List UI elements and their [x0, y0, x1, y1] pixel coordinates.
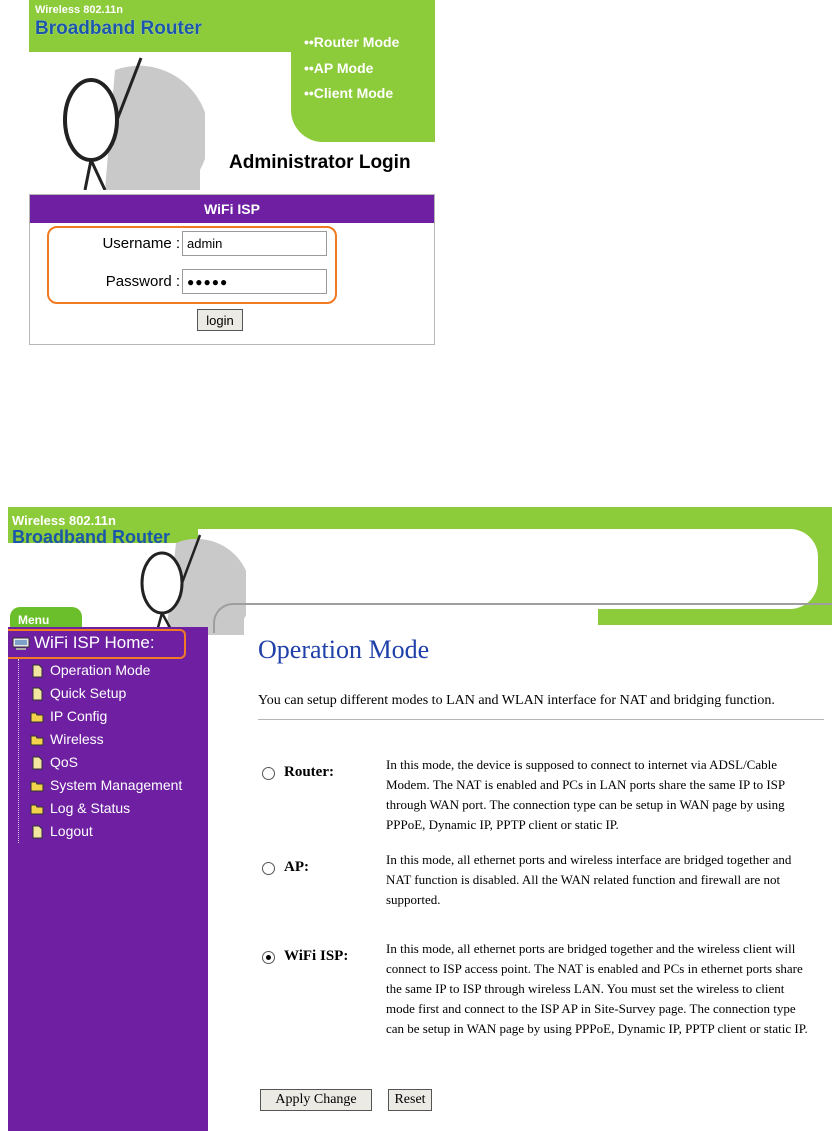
folder-icon — [30, 710, 44, 724]
page-icon — [30, 825, 44, 839]
router-mode-label: Router: — [284, 764, 334, 780]
brand-title: Broadband Router — [12, 527, 171, 547]
sidebar-item-label: System Management — [50, 777, 183, 793]
sidebar-item-wireless[interactable] — [30, 728, 104, 750]
login-panel-title: WiFi ISP — [30, 195, 434, 223]
folder-icon — [30, 779, 44, 793]
client-mode-link[interactable]: ••Client Mode — [304, 85, 394, 101]
sidebar-item-system-management[interactable] — [30, 774, 182, 796]
sidebar-item-quick-setup[interactable] — [30, 682, 126, 704]
router-radio[interactable] — [262, 767, 275, 780]
ap-mode-link[interactable]: ••AP Mode — [304, 60, 374, 76]
reset-button[interactable]: Reset — [388, 1089, 432, 1111]
folder-icon — [30, 733, 44, 747]
password-label: Password : — [105, 273, 180, 290]
antenna-logo-icon — [45, 50, 205, 190]
header-white-band — [208, 529, 818, 609]
sidebar-item-label: IP Config — [50, 708, 108, 724]
page-description: You can setup different modes to LAN and WLAN interface for NAT and bridging function. — [258, 693, 775, 708]
sidebar-home-label: WiFi ISP Home: — [34, 633, 155, 652]
page-icon — [30, 664, 44, 678]
ap-mode-label: AP: — [284, 859, 309, 875]
sidebar-item-log-status[interactable] — [30, 797, 130, 819]
login-header — [29, 0, 435, 190]
admin-login-title: Administrator Login — [229, 152, 411, 173]
sidebar-item-qos[interactable] — [30, 751, 78, 773]
wifi-isp-radio[interactable] — [262, 951, 275, 964]
brand-subtitle: Wireless 802.11n — [12, 513, 116, 528]
sidebar-home-highlight — [8, 629, 186, 659]
content-frame-border — [213, 603, 832, 633]
sidebar-item-label: Wireless — [50, 731, 104, 747]
ap-radio[interactable] — [262, 862, 275, 875]
operation-mode-screenshot — [8, 507, 832, 1131]
router-mode-description: In this mode, the device is supposed to connect to internet via ADSL/Cable Modem. The NAT is enabled and PCs in LAN ports share the same IP to ISP through WAN port. The connection type can be setup in WAN page by using PPPoE, Dynamic IP, PPTP client or static IP. — [386, 757, 785, 832]
tree-line — [18, 659, 19, 843]
login-button[interactable]: login — [197, 309, 243, 331]
menu-tab[interactable]: Menu — [10, 607, 82, 631]
page-icon — [30, 687, 44, 701]
sidebar-item-label: Operation Mode — [50, 662, 151, 678]
apply-change-button[interactable]: Apply Change — [260, 1089, 372, 1111]
username-label: Username : — [102, 235, 180, 252]
sidebar-item-logout[interactable] — [30, 820, 93, 842]
credentials-highlight — [47, 226, 337, 304]
brand-title: Broadband Router — [35, 18, 202, 39]
sidebar — [8, 627, 208, 1131]
ap-mode-description: In this mode, all ethernet ports and wireless interface are bridged together and NAT function is disabled. All the WAN related function and firewall are not supported. — [386, 852, 792, 907]
page-title: Operation Mode — [258, 635, 430, 664]
wifi-isp-mode-label: WiFi ISP: — [284, 948, 349, 964]
sidebar-item-ip-config[interactable] — [30, 705, 107, 727]
sidebar-item-label: Log & Status — [50, 800, 131, 816]
sidebar-item-label: Quick Setup — [50, 685, 127, 701]
sidebar-item-label: Logout — [50, 823, 93, 839]
page-icon — [30, 756, 44, 770]
folder-icon — [30, 802, 44, 816]
login-screenshot — [29, 0, 435, 345]
sidebar-item-label: QoS — [50, 754, 79, 770]
divider — [258, 719, 824, 720]
brand-subtitle: Wireless 802.11n — [35, 4, 123, 16]
wifi-isp-mode-description: In this mode, all ethernet ports are bridged together and the wireless client will connect to ISP access point. The NAT is enabled and PCs in ethernet ports share the same IP to ISP through wireless LAN. You must set the wireless to client mode first and connect to the ISP AP in Site-Survey page. The connection type can be setup in WAN page by using PPPoE, Dynamic IP, PPTP client or static IP. — [386, 941, 808, 1036]
router-mode-link[interactable]: ••Router Mode — [304, 34, 400, 50]
sidebar-item-operation-mode[interactable] — [30, 659, 150, 681]
